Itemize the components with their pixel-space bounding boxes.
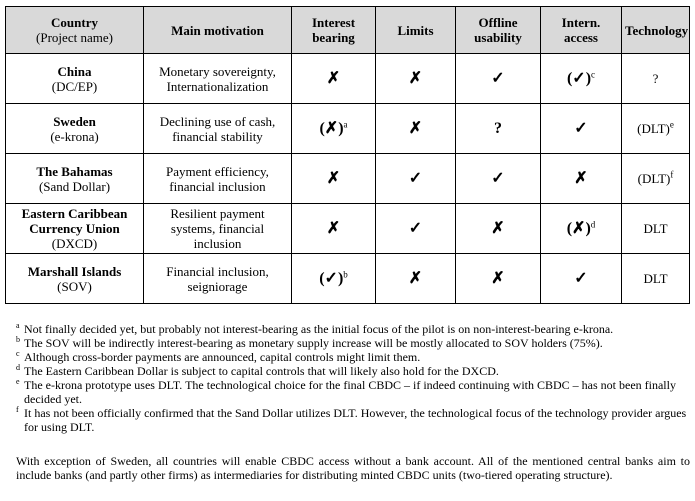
footnote: e The e-krona prototype uses DLT. The technological choice for the final CBDC – if indeed continuing with CBDC – has not been finally decided yet. (16, 377, 676, 406)
cell-intern-access: (✓)$^c$ (541, 54, 622, 104)
cell-interest-bearing: ✗ (292, 204, 376, 254)
cell-limits: ✗ (376, 54, 456, 104)
cell-intern-access: ✗ (541, 154, 622, 204)
closing-paragraph: With exception of Sweden, all countries will enable CBDC access without a bank account. All of the mentioned central banks aim to include banks (and partly other firms) as intermediaries for distributing minted CBDC units (two-tiered operating structure). (16, 454, 690, 482)
cell-motivation: Monetary sovereignty, Internationalization (144, 54, 292, 104)
table-row (6, 204, 690, 254)
cell-technology: DLT (622, 254, 690, 304)
cbdc-comparison-table (5, 6, 690, 304)
table-row (6, 154, 690, 204)
cell-limits: ✗ (376, 254, 456, 304)
cell-interest-bearing: ✗ (292, 54, 376, 104)
header-country: Country (Project name) (6, 7, 144, 54)
footnotes (16, 322, 688, 434)
cell-offline-usability: ✓ (456, 54, 541, 104)
cell-limits: ✓ (376, 204, 456, 254)
cell-technology: (DLT)$^e$ (622, 104, 690, 154)
cell-country: Sweden (e-krona) (6, 104, 144, 154)
table-header-row (6, 7, 690, 54)
table-row (6, 254, 690, 304)
cell-technology: ? (622, 54, 690, 104)
footnote: c Although cross-border payments are announced, capital controls might limit them. (16, 349, 421, 364)
cell-limits: ✗ (376, 104, 456, 154)
footnote: b The SOV will be indirectly interest-bearing as monetary supply increase will be mostly allocated to SOV holders (75%). (16, 335, 603, 350)
header-interest-bearing: Interest bearing (292, 7, 376, 54)
cell-interest-bearing: (✗)$^a$ (292, 104, 376, 154)
cell-technology: (DLT)$^f$ (622, 154, 690, 204)
footnote: f It has not been officially confirmed that the Sand Dollar utilizes DLT. However, the technological focus of the technology provider argues for using DLT. (16, 405, 687, 434)
cell-motivation: Declining use of cash, financial stability (144, 104, 292, 154)
table-row (6, 104, 690, 154)
header-main-motivation: Main motivation (144, 7, 292, 54)
cell-intern-access: ✓ (541, 254, 622, 304)
cell-intern-access: ✓ (541, 104, 622, 154)
table-row (6, 54, 690, 104)
cell-interest-bearing: ✗ (292, 154, 376, 204)
cell-technology: DLT (622, 204, 690, 254)
footnote: d The Eastern Caribbean Dollar is subject to capital controls that will likely also hold for the DXCD. (16, 363, 499, 378)
cell-motivation: Financial inclusion, seigniorage (144, 254, 292, 304)
header-technology: Technology (622, 7, 690, 54)
header-limits: Limits (376, 7, 456, 54)
header-intern-access: Intern. access (541, 7, 622, 54)
cell-interest-bearing: (✓)$^b$ (292, 254, 376, 304)
cell-limits: ✓ (376, 154, 456, 204)
cell-country: China (DC/EP) (6, 54, 144, 104)
header-offline-usability: Offline usability (456, 7, 541, 54)
cell-country: Eastern Caribbean Currency Union (DXCD) (6, 204, 144, 254)
cell-country: The Bahamas (Sand Dollar) (6, 154, 144, 204)
cell-offline-usability: ✗ (456, 254, 541, 304)
cell-motivation: Payment efficiency, financial inclusion (144, 154, 292, 204)
footnote: a Not finally decided yet, but probably not interest-bearing as the initial focus of the pilot is on non-interest-bearing e-krona. (16, 321, 614, 336)
cell-offline-usability: ✗ (456, 204, 541, 254)
cell-offline-usability: ? (456, 104, 541, 154)
cell-offline-usability: ✓ (456, 154, 541, 204)
cell-intern-access: (✗)$^d$ (541, 204, 622, 254)
cell-country: Marshall Islands (SOV) (6, 254, 144, 304)
cell-motivation: Resilient payment systems, financial inclusion (144, 204, 292, 254)
